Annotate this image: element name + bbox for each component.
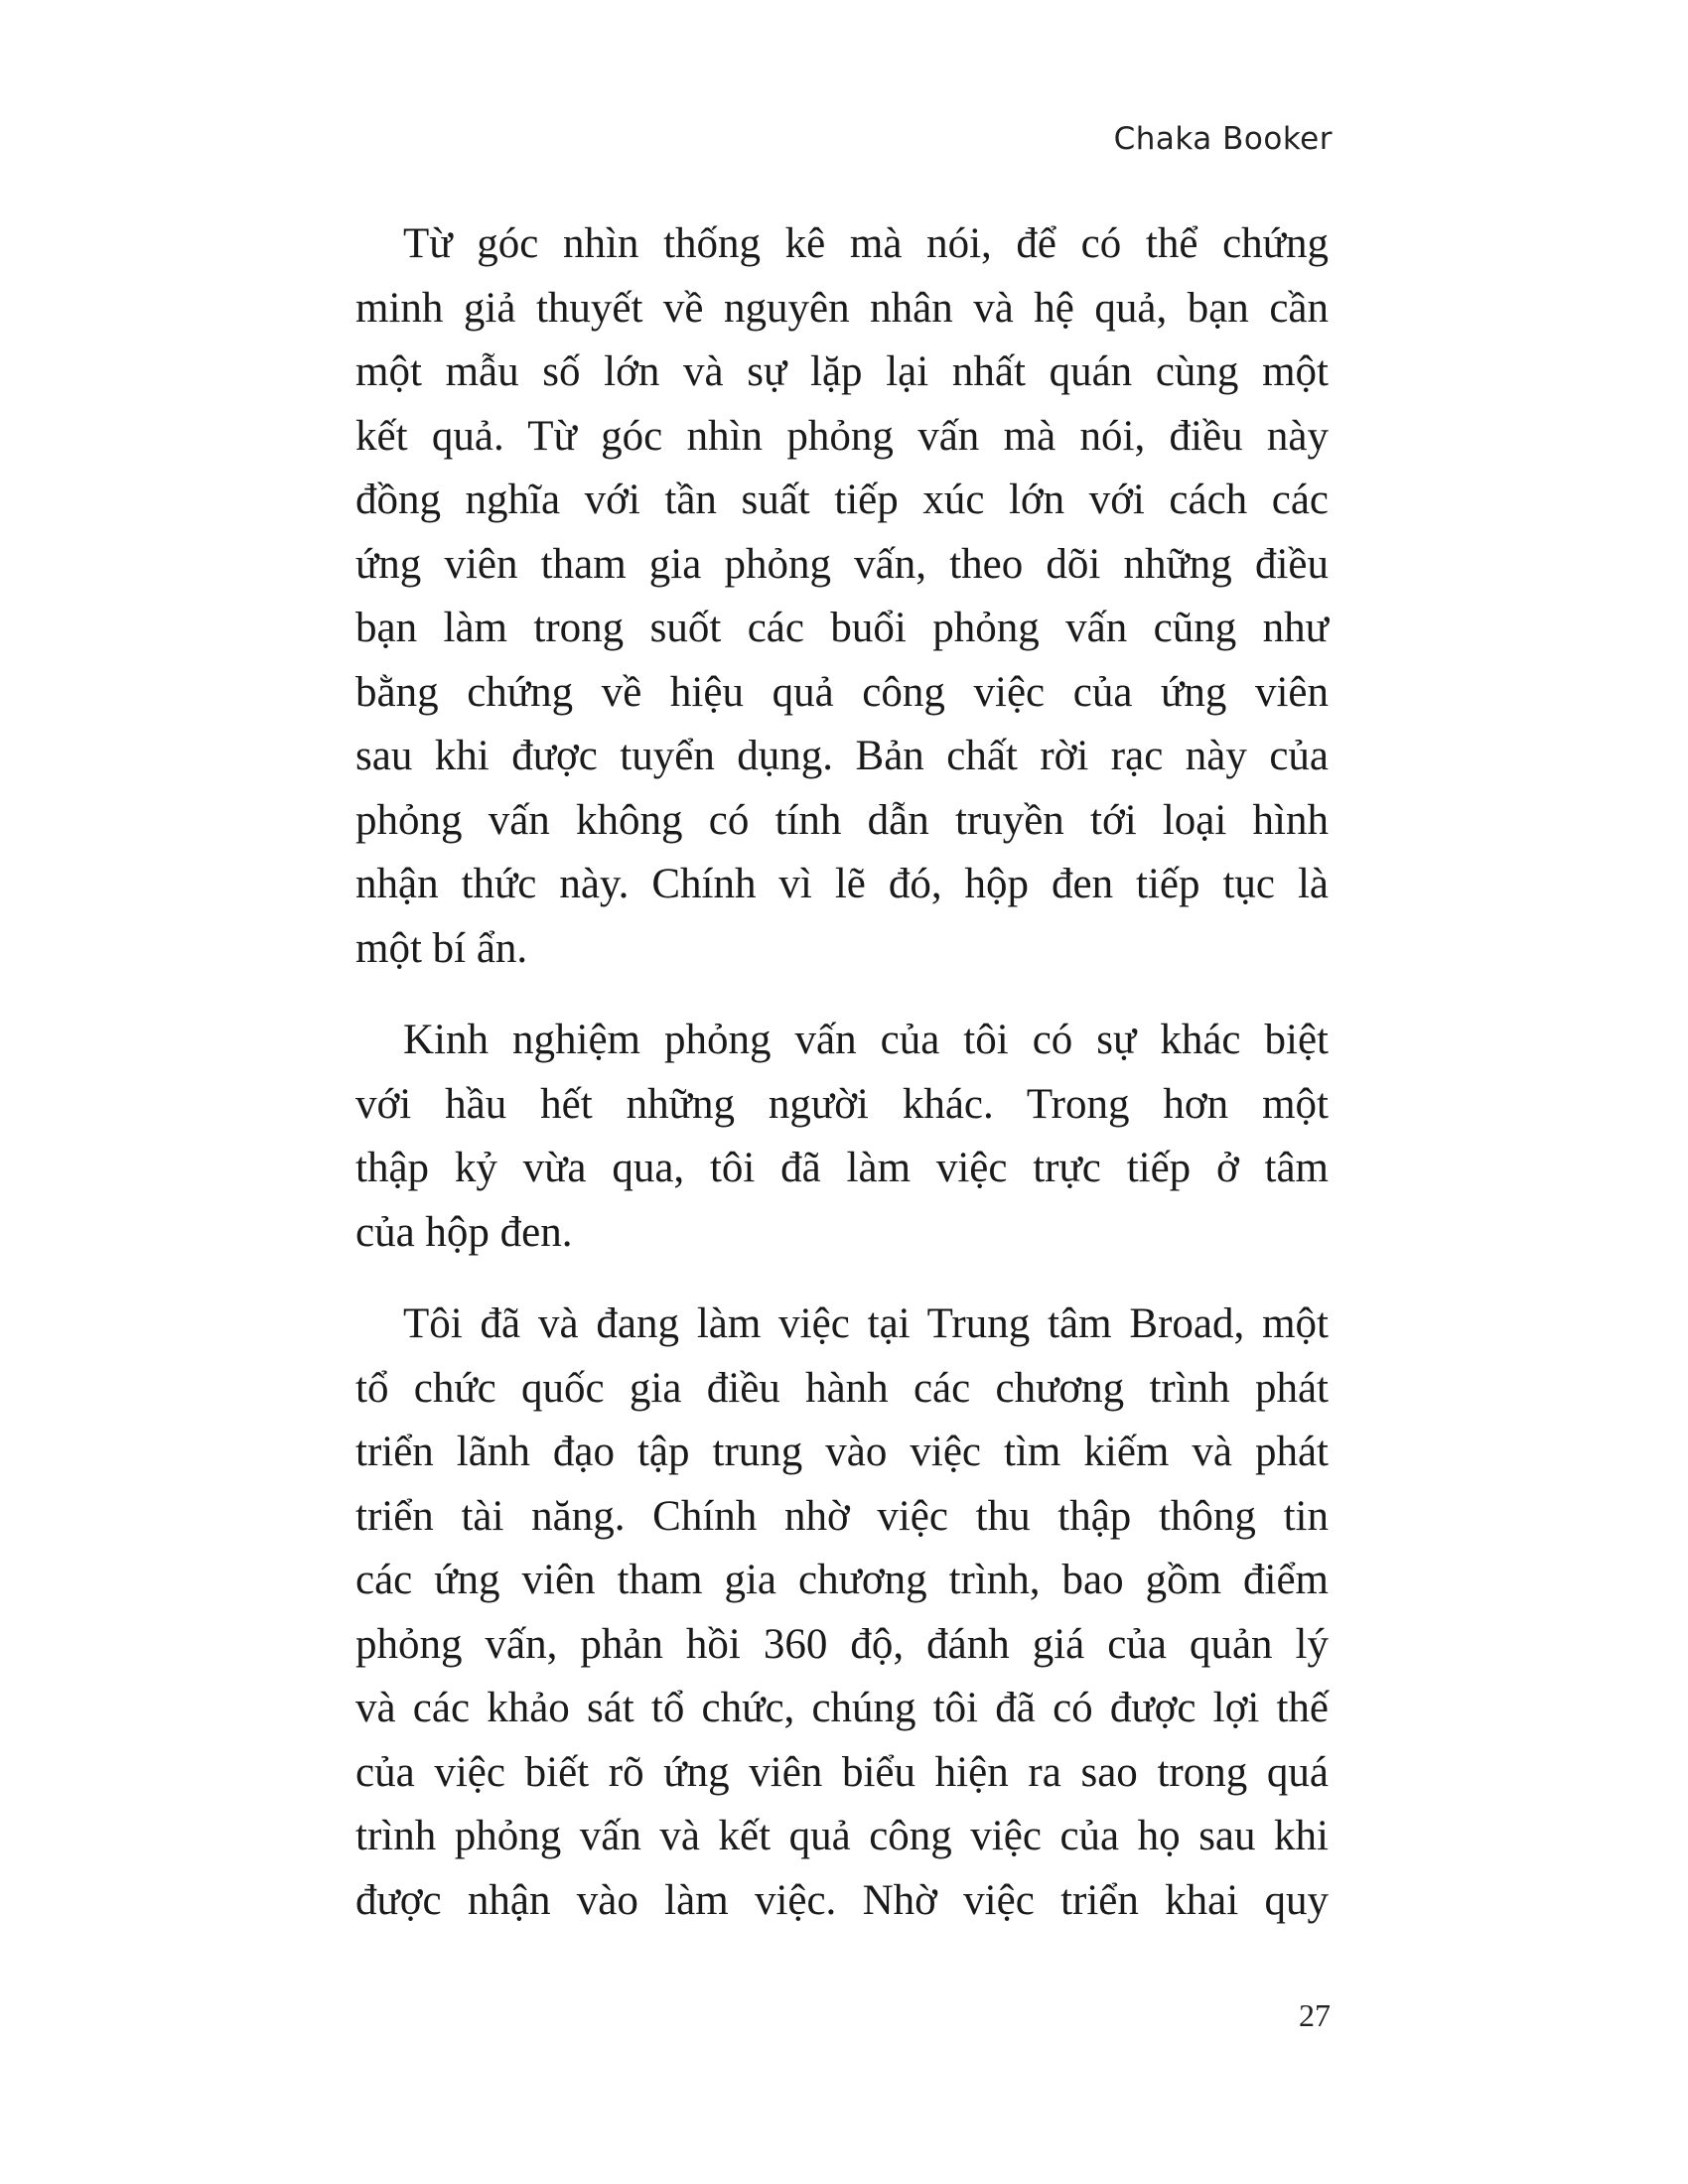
text-line: triển lãnh đạo tập trung vào việc tìm kiếm và phát (355, 1429, 1329, 1475)
text-line: một bí ẩn. (355, 924, 528, 972)
text-line: thập kỷ vừa qua, tôi đã làm việc trực tiếp ở tâm (355, 1145, 1329, 1191)
text-line: của việc biết rõ ứng viên biểu hiện ra sao trong quá (355, 1748, 1329, 1796)
paragraph-3 (355, 1293, 1329, 1933)
page-number: 27 (1299, 1997, 1331, 2033)
text-line: sau khi được tuyển dụng. Bản chất rời rạc này của (355, 733, 1329, 779)
text-line: kết quả. Từ góc nhìn phỏng vấn mà nói, điều này (355, 412, 1329, 460)
text-line: phỏng vấn không có tính dẫn truyền tới loại hình (355, 796, 1329, 844)
running-head-author: Chaka Booker (1113, 121, 1333, 157)
text-line: nhận thức này. Chính vì lẽ đó, hộp đen tiếp tục là (355, 861, 1329, 907)
text-line: Kinh nghiệm phỏng vấn của tôi có sự khác biệt (403, 1017, 1329, 1063)
text-line: với hầu hết những người khác. Trong hơn một (355, 1080, 1329, 1128)
text-line: minh giả thuyết về nguyên nhân và hệ quả, bạn cần (355, 284, 1329, 332)
text-line: một mẫu số lớn và sự lặp lại nhất quán cùng một (355, 348, 1329, 395)
text-line: ứng viên tham gia phỏng vấn, theo dõi những điều (355, 540, 1329, 588)
text-line: và các khảo sát tổ chức, chúng tôi đã có được lợi thế (355, 1685, 1329, 1731)
text-line: được nhận vào làm việc. Nhờ việc triển khai quy (355, 1876, 1329, 1924)
text-line: các ứng viên tham gia chương trình, bao gồm điểm (355, 1557, 1329, 1603)
paragraph-2 (355, 1009, 1329, 1265)
text-line: tổ chức quốc gia điều hành các chương trình phát (355, 1364, 1329, 1412)
paragraph-1 (355, 212, 1329, 981)
text-line: triển tài năng. Chính nhờ việc thu thập thông tin (355, 1492, 1329, 1540)
text-line: trình phỏng vấn và kết quả công việc của họ sau khi (355, 1813, 1329, 1859)
text-line: bằng chứng về hiệu quả công việc của ứng viên (355, 668, 1329, 716)
text-line: đồng nghĩa với tần suất tiếp xúc lớn với cách các (355, 477, 1329, 523)
text-line: Từ góc nhìn thống kê mà nói, để có thể chứng (403, 220, 1329, 267)
text-line: Tôi đã và đang làm việc tại Trung tâm Broad, một (403, 1300, 1329, 1347)
text-line: của hộp đen. (355, 1208, 573, 1256)
body-text (355, 212, 1329, 1961)
text-line: bạn làm trong suốt các buổi phỏng vấn cũng như (355, 605, 1329, 651)
text-line: phỏng vấn, phản hồi 360 độ, đánh giá của quản lý (355, 1620, 1329, 1668)
